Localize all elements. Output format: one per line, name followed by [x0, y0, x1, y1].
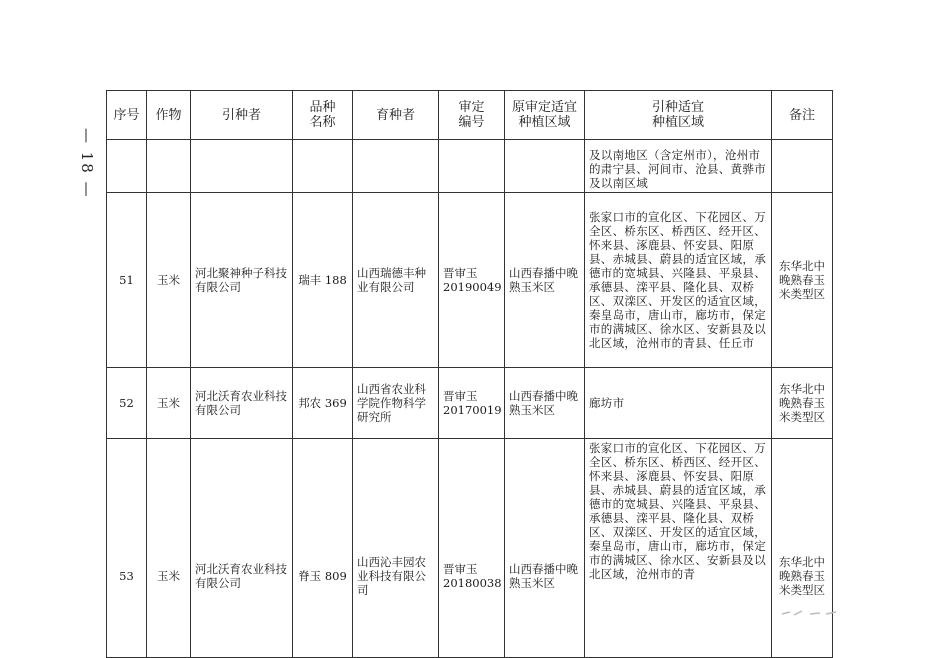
cell-note: 东华北中晚熟春玉米类型区	[772, 193, 833, 368]
header-row	[107, 91, 833, 140]
cell-note: 东华北中晚熟春玉米类型区	[772, 439, 833, 658]
table-row	[107, 439, 833, 658]
table-row	[107, 193, 833, 368]
cell-crop	[147, 140, 191, 193]
header-seq: 序号	[107, 91, 147, 140]
page-number: — 18 —	[78, 128, 96, 199]
cell-introducer: 河北沃育农业科技有限公司	[191, 368, 293, 439]
header-breeder: 育种者	[353, 91, 439, 140]
cell-breeder	[353, 140, 439, 193]
cell-variety: 瑞丰 188	[293, 193, 353, 368]
cell-variety: 邦农 369	[293, 368, 353, 439]
cell-seq: 51	[107, 193, 147, 368]
header-original-area: 原审定适宜 种植区域	[505, 91, 585, 140]
cell-introducer	[191, 140, 293, 193]
cell-intro-area: 张家口市的宣化区、下花园区、万全区、桥东区、桥西区、经开区、怀来县、涿鹿县、怀安县、阳原县、赤城县、蔚县的适宜区域，承德市的宽城县、兴隆县、平泉县、承德县、滦平县、隆化县、双桥区、双滦区、开发区的适宜区域，秦皇岛市，唐山市，廊坊市，保定市的满城区、徐水区、安新县及以北区域，沧州市的青	[585, 439, 772, 658]
cell-note	[772, 140, 833, 193]
cell-seq: 53	[107, 439, 147, 658]
header-note: 备注	[772, 91, 833, 140]
cell-breeder: 山西省农业科学院作物科学研究所	[353, 368, 439, 439]
cell-intro-area: 廊坊市	[585, 368, 772, 439]
header-introducer: 引种者	[191, 91, 293, 140]
cell-approval	[439, 140, 505, 193]
cell-crop: 玉米	[147, 193, 191, 368]
cell-original-area: 山西春播中晚熟玉米区	[505, 439, 585, 658]
cell-crop: 玉米	[147, 439, 191, 658]
cell-approval: 晋审玉 20170019	[439, 368, 505, 439]
header-crop: 作物	[147, 91, 191, 140]
variety-table-container	[106, 90, 832, 597]
cell-original-area	[505, 140, 585, 193]
header-approval: 审定 编号	[439, 91, 505, 140]
cell-variety	[293, 140, 353, 193]
cell-approval: 晋审玉 20190049	[439, 193, 505, 368]
variety-table	[106, 90, 833, 658]
continuation-row	[107, 140, 833, 193]
cell-introducer: 河北沃育农业科技有限公司	[191, 439, 293, 658]
table-row	[107, 368, 833, 439]
cell-intro-area: 张家口市的宣化区、下花园区、万全区、桥东区、桥西区、经开区、怀来县、涿鹿县、怀安县、阳原县、赤城县、蔚县的适宜区域，承德市的宽城县、兴隆县、平泉县、承德县、滦平县、隆化县、双桥区、双滦区、开发区的适宜区域，秦皇岛市，唐山市，廊坊市，保定市的满城区、徐水区、安新县及以北区域，沧州市的青县、任丘市	[585, 193, 772, 368]
cell-introducer: 河北聚神种子科技有限公司	[191, 193, 293, 368]
cell-breeder: 山西瑞德丰种业有限公司	[353, 193, 439, 368]
cell-crop: 玉米	[147, 368, 191, 439]
cell-seq: 52	[107, 368, 147, 439]
header-variety: 品种 名称	[293, 91, 353, 140]
header-intro-area: 引种适宜 种植区域	[585, 91, 772, 140]
cell-intro-area: 及以南地区（含定州市），沧州市的肃宁县、河间市、沧县、黄骅市及以南区域	[585, 140, 772, 193]
cell-seq	[107, 140, 147, 193]
cell-note: 东华北中晚熟春玉米类型区	[772, 368, 833, 439]
pencil-mark	[780, 608, 840, 618]
cell-original-area: 山西春播中晚熟玉米区	[505, 368, 585, 439]
cell-variety: 脊玉 809	[293, 439, 353, 658]
cell-approval: 晋审玉 20180038	[439, 439, 505, 658]
cell-original-area: 山西春播中晚熟玉米区	[505, 193, 585, 368]
cell-breeder: 山西沁丰园农业科技有限公司	[353, 439, 439, 658]
